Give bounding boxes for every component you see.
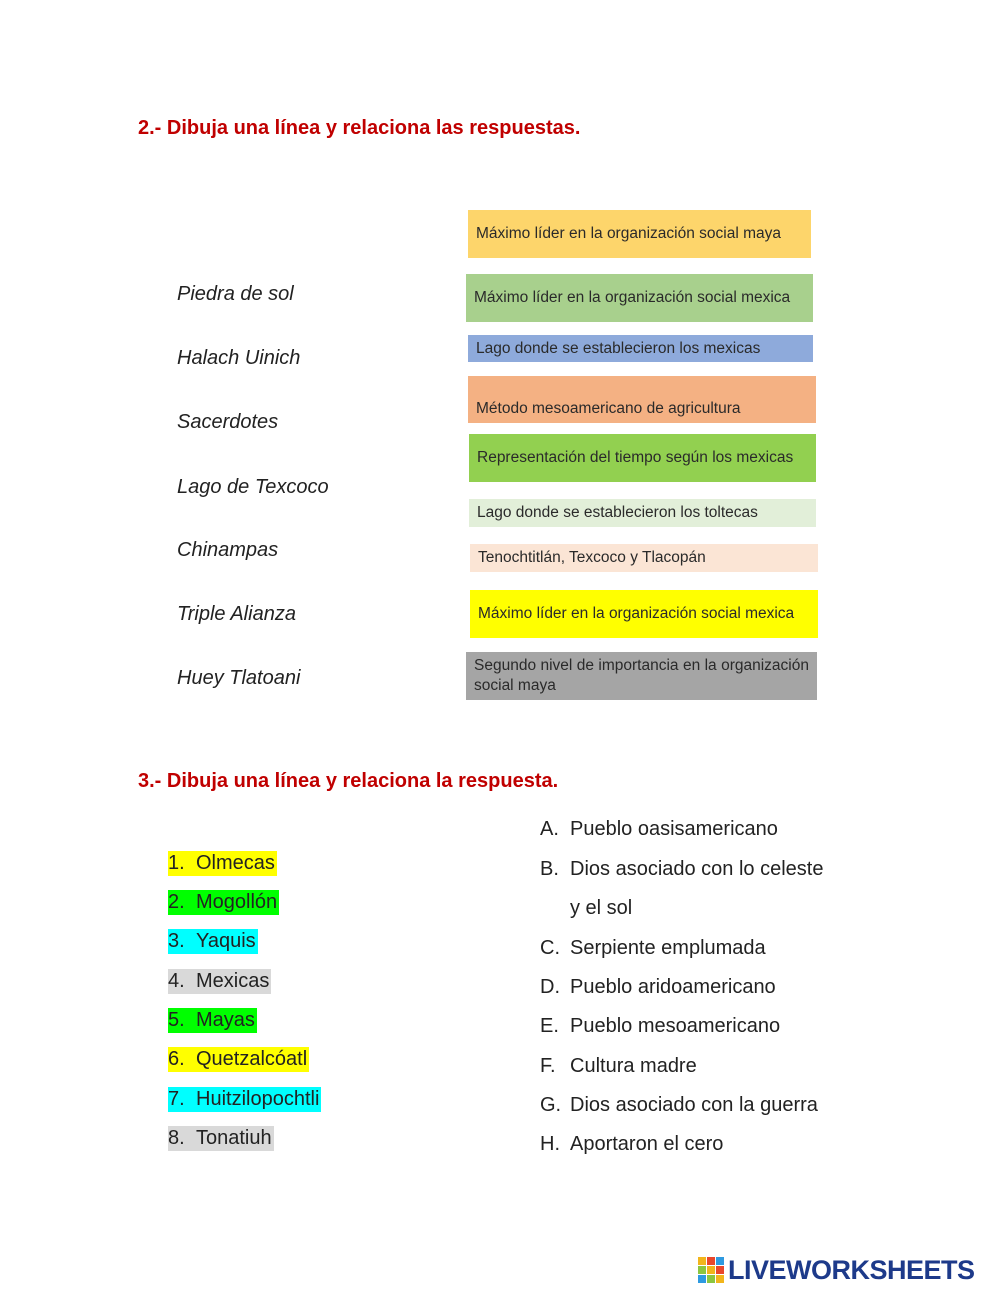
numbered-item: 6. Quetzalcóatl xyxy=(168,1048,308,1070)
answer-box[interactable]: Método mesoamericano de agricultura xyxy=(468,376,816,423)
numbered-item: 8. Tonatiuh xyxy=(168,1127,272,1149)
answer-box[interactable]: Segundo nivel de importancia en la organización social maya xyxy=(466,652,817,700)
numbered-item: 1. Olmecas xyxy=(168,852,275,874)
lettered-item-continuation: y el sol xyxy=(570,897,633,919)
answer-box[interactable]: Tenochtitlán, Texcoco y Tlacopán xyxy=(470,544,818,572)
answer-box[interactable]: Máximo líder en la organización social maya xyxy=(468,210,811,258)
lettered-item: F. Cultura madre xyxy=(540,1055,697,1077)
numbered-item: 2. Mogollón xyxy=(168,891,278,913)
numbered-item: 7. Huitzilopochtli xyxy=(168,1088,320,1110)
term-chinampas: Chinampas xyxy=(177,539,279,561)
term-piedra-de-sol: Piedra de sol xyxy=(177,283,294,305)
answer-box[interactable]: Lago donde se establecieron los toltecas xyxy=(469,499,816,527)
numbered-item: 5. Mayas xyxy=(168,1009,255,1031)
liveworksheets-logo[interactable] xyxy=(698,1255,975,1285)
answer-box[interactable]: Representación del tiempo según los mexicas xyxy=(469,434,816,482)
term-sacerdotes: Sacerdotes xyxy=(177,411,279,433)
lettered-item: H. Aportaron el cero xyxy=(540,1133,724,1155)
logo-text: LIVEWORKSHEETS xyxy=(728,1254,975,1285)
term-huey-tlatoani: Huey Tlatoani xyxy=(177,667,301,689)
term-lago-de-texcoco: Lago de Texcoco xyxy=(177,476,329,498)
numbered-item: 4. Mexicas xyxy=(168,970,270,992)
lettered-item: A. Pueblo oasisamericano xyxy=(540,818,778,840)
lettered-item: B. Dios asociado con lo celeste xyxy=(540,858,824,880)
term-triple-alianza: Triple Alianza xyxy=(177,603,296,625)
lettered-item: D. Pueblo aridoamericano xyxy=(540,976,776,998)
lettered-item: E. Pueblo mesoamericano xyxy=(540,1015,781,1037)
lettered-item: C. Serpiente emplumada xyxy=(540,937,766,959)
answer-box[interactable]: Lago donde se establecieron los mexicas xyxy=(468,335,813,362)
section2-heading: 2.- Dibuja una línea y relaciona las respuestas. xyxy=(138,117,581,139)
answer-box[interactable]: Máximo líder en la organización social mexica xyxy=(466,274,813,322)
liveworksheets-logo-icon xyxy=(698,1257,724,1283)
numbered-item: 3. Yaquis xyxy=(168,930,256,952)
section3-heading: 3.- Dibuja una línea y relaciona la respuesta. xyxy=(138,770,559,792)
term-halach-uinich: Halach Uinich xyxy=(177,347,301,369)
answer-box[interactable]: Máximo líder en la organización social mexica xyxy=(470,590,818,638)
lettered-item: G. Dios asociado con la guerra xyxy=(540,1094,818,1116)
